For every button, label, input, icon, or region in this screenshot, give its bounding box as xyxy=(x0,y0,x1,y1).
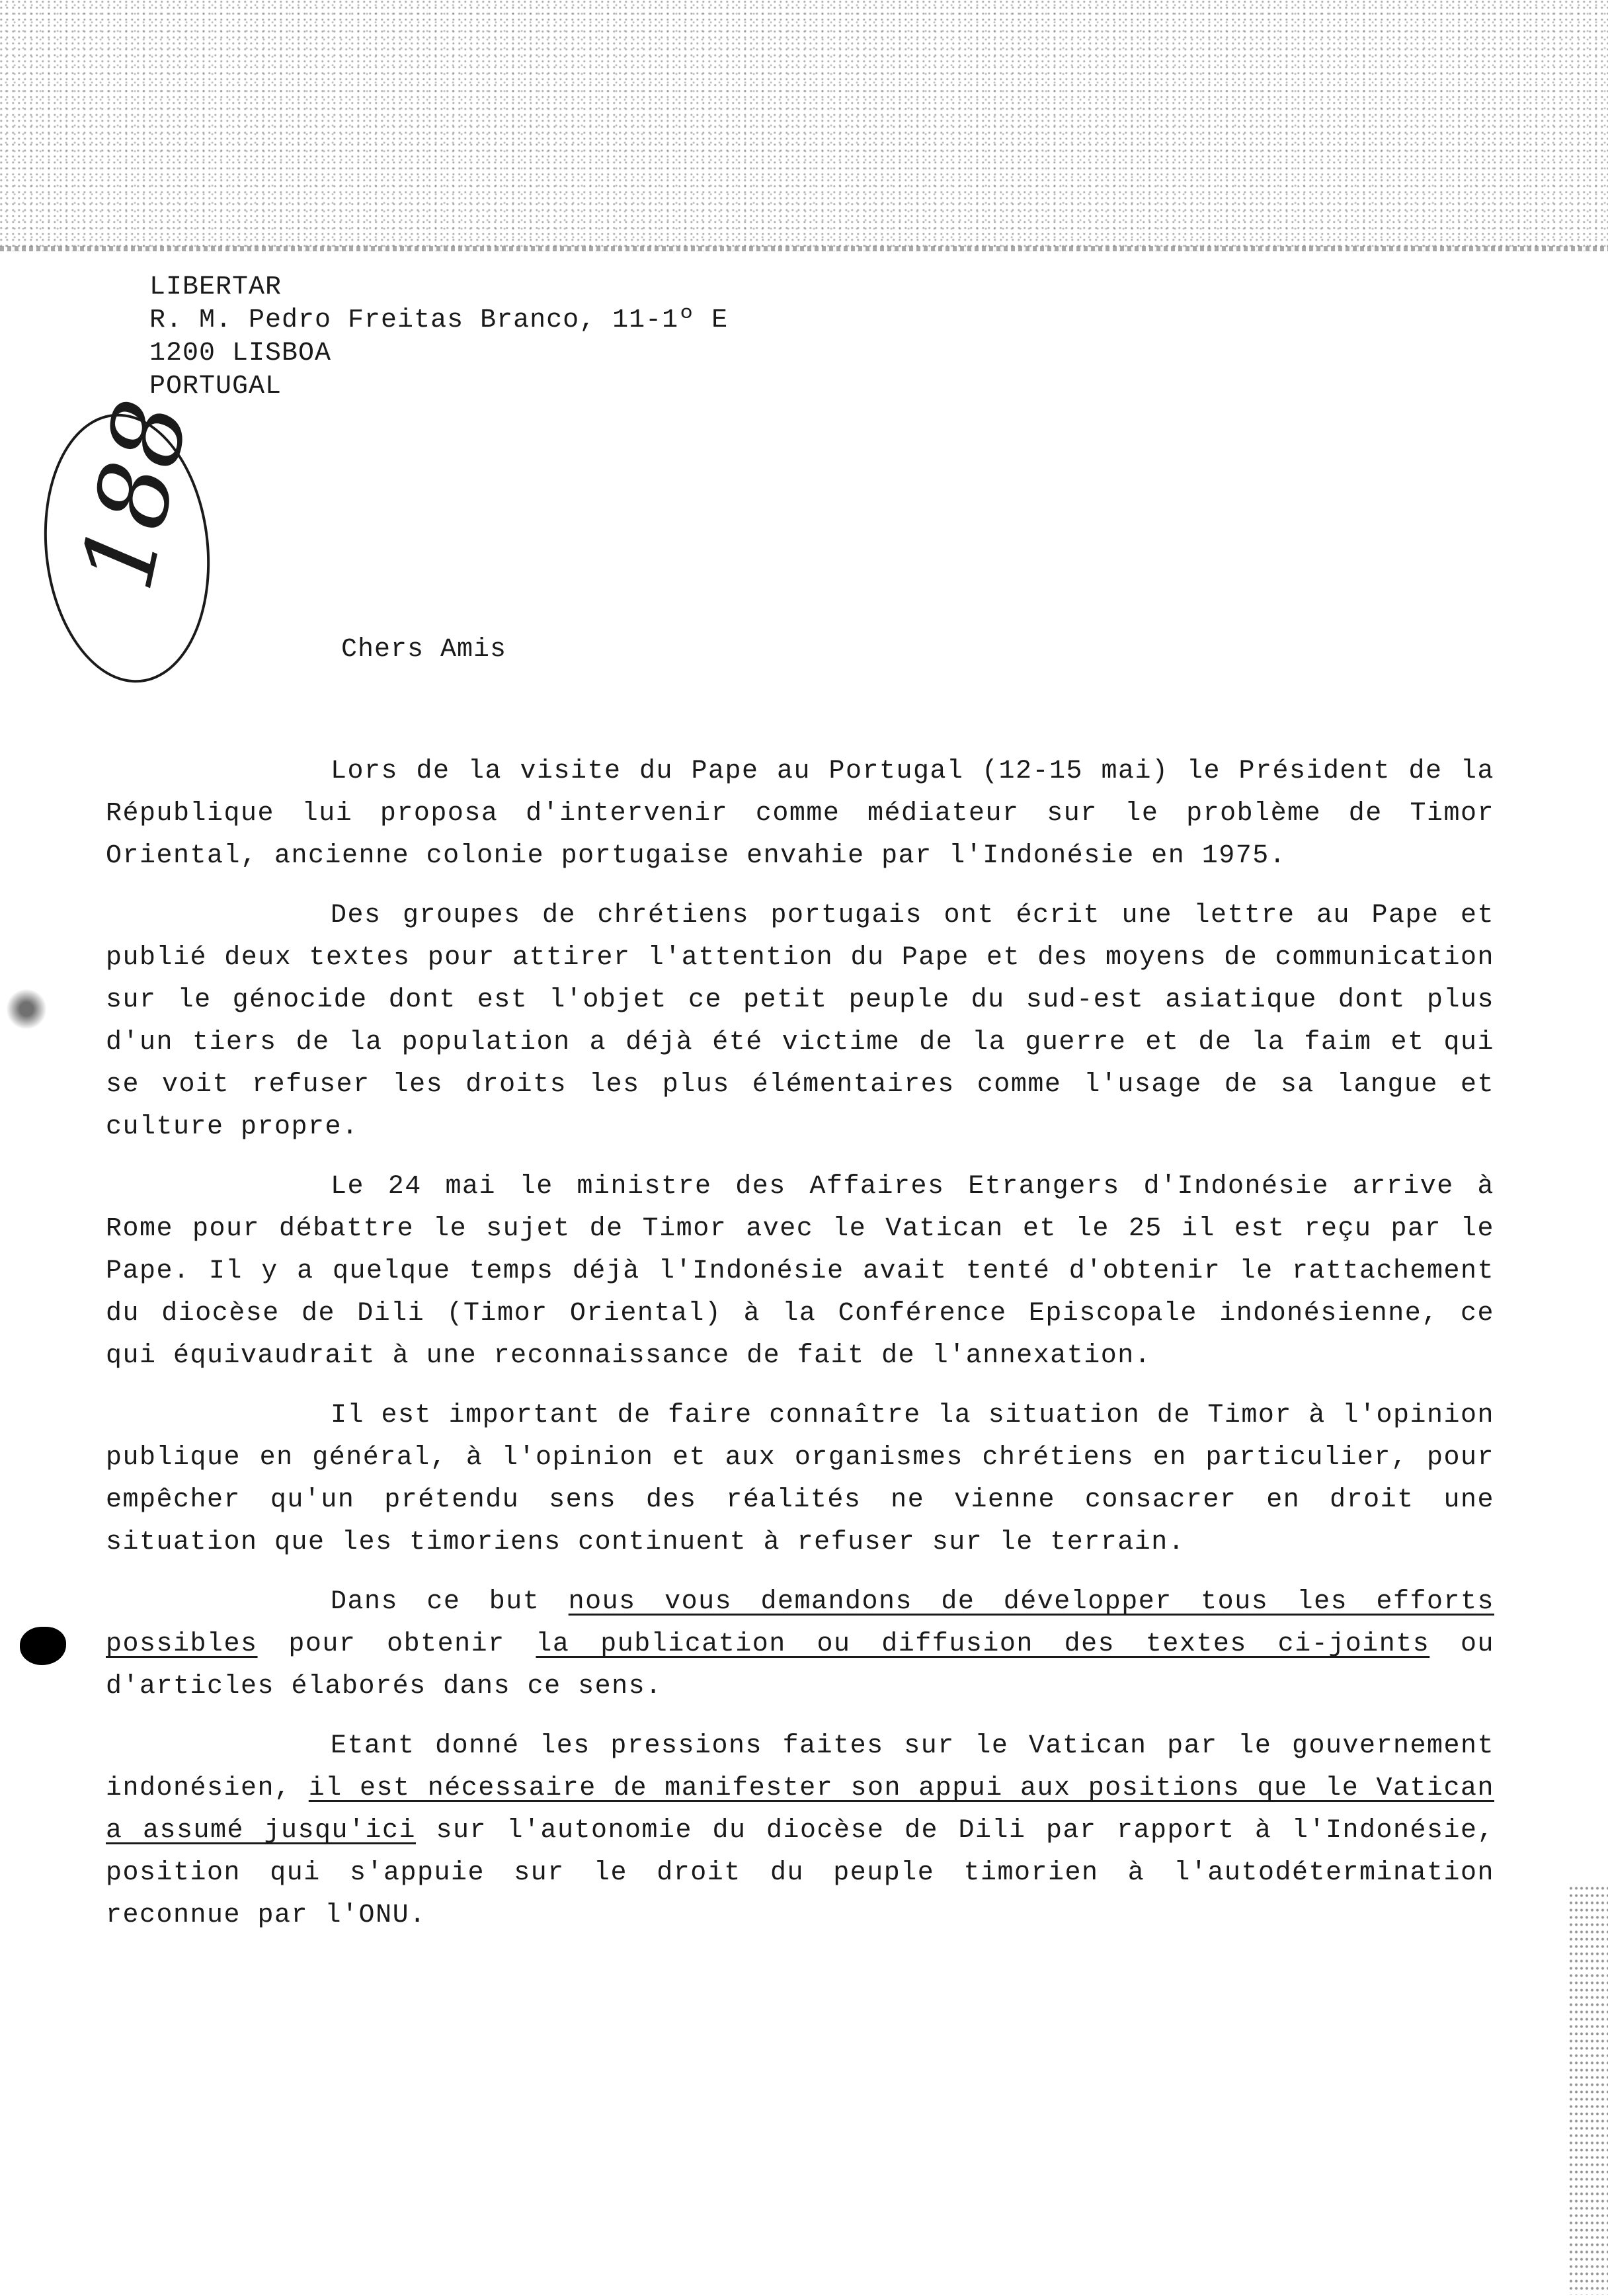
paragraph-5-text-a: Dans ce but xyxy=(331,1587,569,1617)
paragraph-5-underline-2: la publication ou diffusion des textes ci-joints xyxy=(536,1629,1430,1659)
address-line-1: LIBERTAR xyxy=(149,272,282,302)
margin-smudge xyxy=(3,985,50,1033)
paragraph-6 xyxy=(106,1725,1494,1937)
scan-noise-header xyxy=(0,0,1608,251)
address-line-3: 1200 LISBOA xyxy=(149,339,332,368)
handwritten-circled-number xyxy=(31,390,222,691)
paragraph-1: Lors de la visite du Pape au Portugal (12-15 mai) le Président de la République lui proposa d'intervenir comme médiateur sur le problème de Timor Oriental, ancienne colonie portugaise envahie par l'Indonésie en 1975. xyxy=(106,757,1494,871)
address-line-4: PORTUGAL xyxy=(149,372,282,401)
paragraph-5-text-b: pour obtenir xyxy=(257,1629,536,1659)
paragraph-4: Il est important de faire connaître la situation de Timor à l'opinion publique en général, à l'opinion et aux organismes chrétiens en particulier, pour empêcher qu'un prétendu sens des réalités ne vienne consacrer en droit une situation que les timoriens continuent à refuser sur le terrain. xyxy=(106,1401,1494,1557)
address-line-2: R. M. Pedro Freitas Branco, 11-1º E xyxy=(149,306,729,335)
paragraph-6-text-b: sur l'autonomie du diocèse de Dili par rapport à l'Indonésie, position qui s'appuie sur le droit du peuple timorien à l'autodétermination reconnue par l'ONU. xyxy=(106,1816,1494,1930)
handwritten-number: 188 xyxy=(59,390,212,600)
paragraph-3: Le 24 mai le ministre des Affaires Etrangers d'Indonésie arrive à Rome pour débattre le sujet de Timor avec le Vatican et le 25 il est reçu par le Pape. Il y a quelque temps déjà l'Indonésie avait tenté d'obtenir le rattachement du diocèse de Dili (Timor Oriental) à la Conférence Episcopale indonésienne, ce qui équivaudrait à une reconnaissance de fait de l'annexation. xyxy=(106,1172,1494,1371)
ink-blot xyxy=(20,1627,66,1665)
salutation: Chers Amis xyxy=(341,635,507,665)
letter-body xyxy=(106,751,1494,1954)
paragraph-6-underline-1: il est nécessaire de manifester son appui aux positions que le Vatican a assumé jusqu'ici xyxy=(106,1774,1495,1846)
paragraph-6-text-a: Etant donné les pressions faites sur le Vatican par le gouvernement indonésien, xyxy=(106,1731,1494,1803)
paragraph-2: Des groupes de chrétiens portugais ont écrit une lettre au Pape et publié deux textes pour attirer l'attention du Pape et des moyens de communication sur le génocide dont est l'objet ce petit peuple du sud-est asiatique dont plus d'un tiers de la population a déjà été victime de la guerre et de la faim et qui se voit refuser les droits les plus élémentaires comme l'usage de sa langue et culture propre. xyxy=(106,901,1494,1142)
scan-edge-noise xyxy=(1568,1885,1608,2295)
paragraph-5 xyxy=(106,1581,1494,1708)
sender-address xyxy=(149,271,728,403)
paragraph-5-text-c: ou d'articles élaborés dans ce sens. xyxy=(106,1629,1495,1702)
paragraph-5-underline-1: nous vous demandons de développer tous les efforts possibles xyxy=(106,1587,1494,1659)
